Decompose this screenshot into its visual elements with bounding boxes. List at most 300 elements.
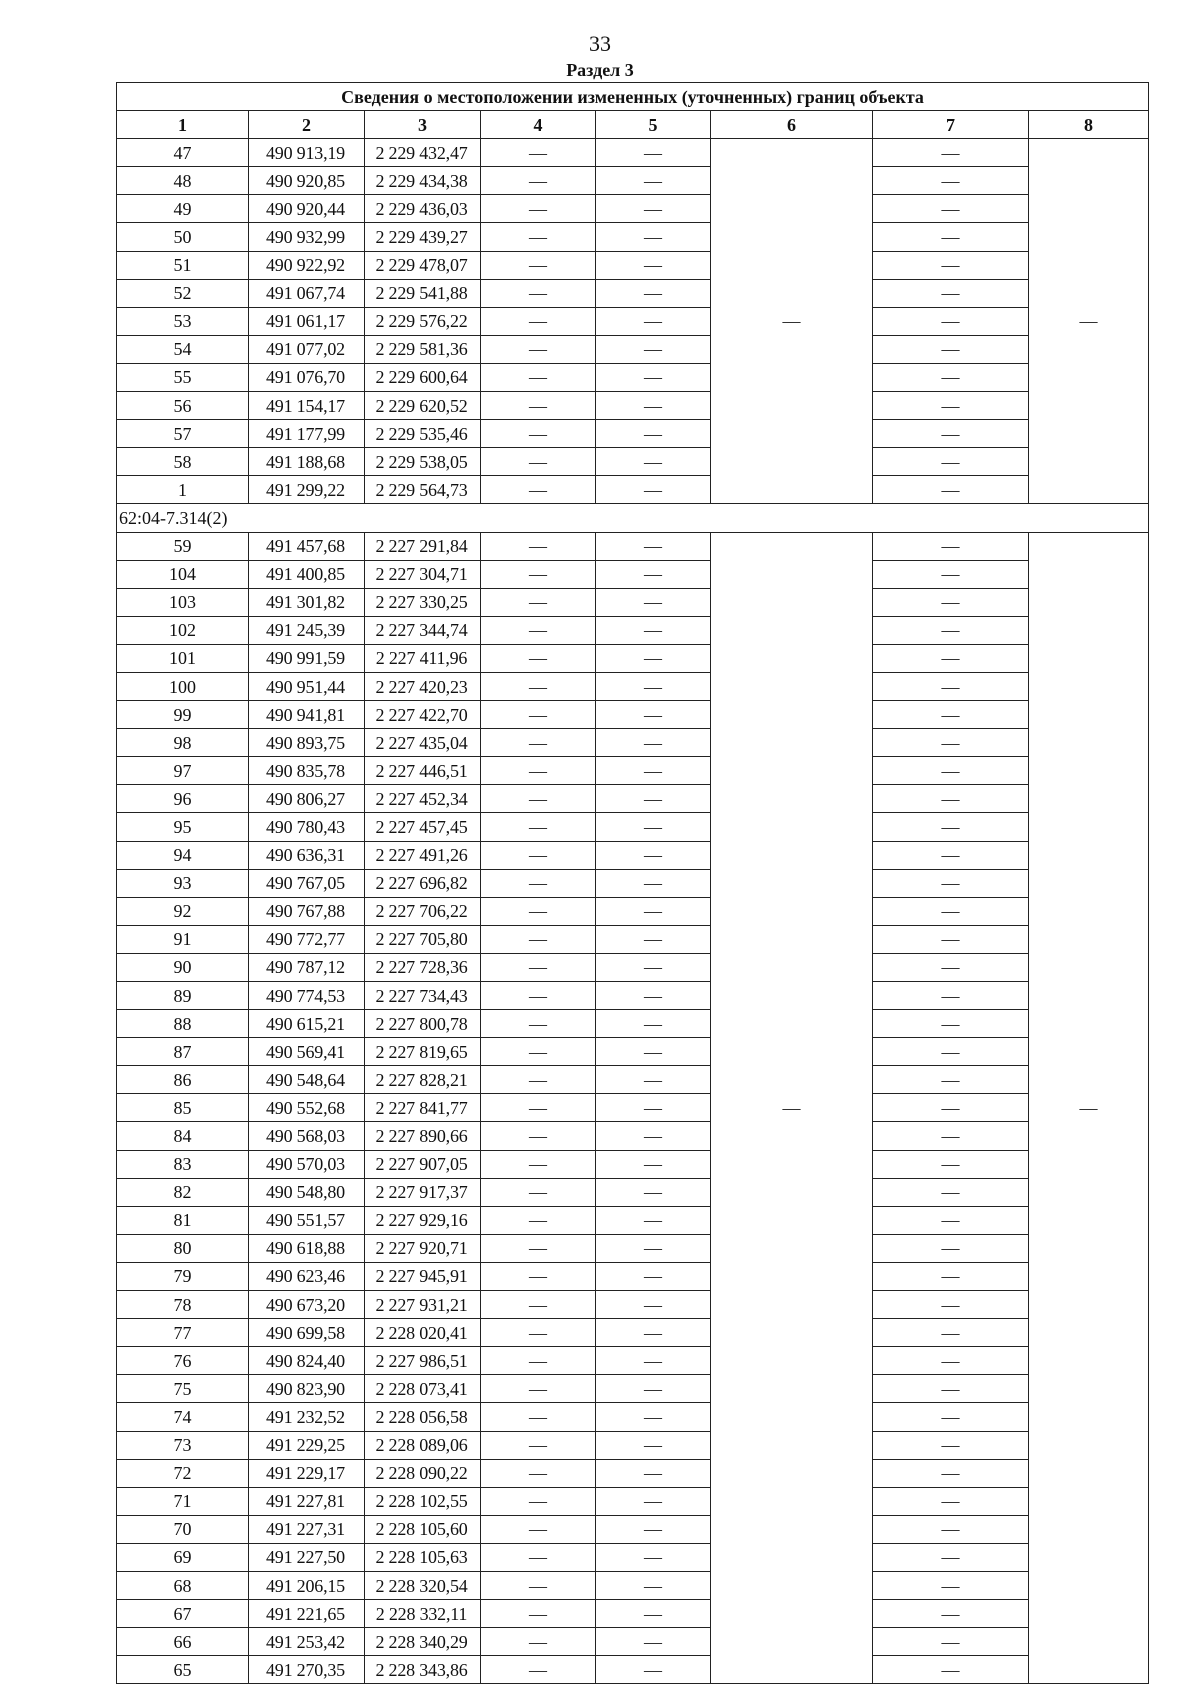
y-coordinate-cell: 2 229 576,22 xyxy=(365,307,481,335)
column-4-cell: — xyxy=(481,1347,596,1375)
caption-row xyxy=(117,83,1149,111)
x-coordinate-cell: 490 548,80 xyxy=(249,1178,365,1206)
point-number-cell: 1 xyxy=(117,476,249,504)
column-5-cell: — xyxy=(596,532,711,560)
x-coordinate-cell: 490 569,41 xyxy=(249,1038,365,1066)
table-row xyxy=(117,251,1149,279)
column-4-cell: — xyxy=(481,560,596,588)
column-7-cell: — xyxy=(873,1291,1029,1319)
y-coordinate-cell: 2 227 491,26 xyxy=(365,841,481,869)
y-coordinate-cell: 2 227 890,66 xyxy=(365,1122,481,1150)
x-coordinate-cell: 491 229,17 xyxy=(249,1459,365,1487)
x-coordinate-cell: 490 774,53 xyxy=(249,982,365,1010)
column-6-merged-cell: — xyxy=(711,532,873,1684)
y-coordinate-cell: 2 228 340,29 xyxy=(365,1628,481,1656)
point-number-cell: 74 xyxy=(117,1403,249,1431)
point-number-cell: 86 xyxy=(117,1066,249,1094)
point-number-cell: 80 xyxy=(117,1234,249,1262)
column-5-cell: — xyxy=(596,953,711,981)
y-coordinate-cell: 2 228 105,60 xyxy=(365,1515,481,1543)
column-5-cell: — xyxy=(596,392,711,420)
column-5-cell: — xyxy=(596,1656,711,1684)
x-coordinate-cell: 490 568,03 xyxy=(249,1122,365,1150)
y-coordinate-cell: 2 228 102,55 xyxy=(365,1487,481,1515)
y-coordinate-cell: 2 227 945,91 xyxy=(365,1262,481,1290)
x-coordinate-cell: 490 767,88 xyxy=(249,897,365,925)
y-coordinate-cell: 2 228 056,58 xyxy=(365,1403,481,1431)
y-coordinate-cell: 2 227 728,36 xyxy=(365,953,481,981)
y-coordinate-cell: 2 229 581,36 xyxy=(365,335,481,363)
y-coordinate-cell: 2 228 343,86 xyxy=(365,1656,481,1684)
point-number-cell: 91 xyxy=(117,925,249,953)
table-row xyxy=(117,1628,1149,1656)
column-7-cell: — xyxy=(873,757,1029,785)
table-row xyxy=(117,476,1149,504)
column-4-cell: — xyxy=(481,1122,596,1150)
table-row xyxy=(117,869,1149,897)
column-5-cell: — xyxy=(596,1403,711,1431)
column-7-cell: — xyxy=(873,279,1029,307)
point-number-cell: 92 xyxy=(117,897,249,925)
point-number-cell: 88 xyxy=(117,1010,249,1038)
column-4-cell: — xyxy=(481,897,596,925)
column-4-cell: — xyxy=(481,363,596,391)
column-number: 5 xyxy=(596,111,711,139)
point-number-cell: 51 xyxy=(117,251,249,279)
table-row xyxy=(117,532,1149,560)
x-coordinate-cell: 491 270,35 xyxy=(249,1656,365,1684)
x-coordinate-cell: 491 076,70 xyxy=(249,363,365,391)
column-4-cell: — xyxy=(481,1431,596,1459)
point-number-cell: 94 xyxy=(117,841,249,869)
point-number-cell: 54 xyxy=(117,335,249,363)
column-7-cell: — xyxy=(873,420,1029,448)
y-coordinate-cell: 2 227 435,04 xyxy=(365,729,481,757)
y-coordinate-cell: 2 228 332,11 xyxy=(365,1600,481,1628)
coordinates-table xyxy=(116,82,1149,1684)
column-4-cell: — xyxy=(481,1403,596,1431)
point-number-cell: 53 xyxy=(117,307,249,335)
column-7-cell: — xyxy=(873,729,1029,757)
y-coordinate-cell: 2 229 436,03 xyxy=(365,195,481,223)
column-4-cell: — xyxy=(481,1571,596,1599)
column-7-cell: — xyxy=(873,448,1029,476)
x-coordinate-cell: 491 400,85 xyxy=(249,560,365,588)
x-coordinate-cell: 490 787,12 xyxy=(249,953,365,981)
x-coordinate-cell: 490 920,44 xyxy=(249,195,365,223)
column-5-cell: — xyxy=(596,841,711,869)
table-row xyxy=(117,785,1149,813)
table-row xyxy=(117,167,1149,195)
point-number-cell: 78 xyxy=(117,1291,249,1319)
column-7-cell: — xyxy=(873,1656,1029,1684)
column-4-cell: — xyxy=(481,1066,596,1094)
table-row xyxy=(117,1515,1149,1543)
column-7-cell: — xyxy=(873,223,1029,251)
column-4-cell: — xyxy=(481,869,596,897)
column-5-cell: — xyxy=(596,1094,711,1122)
column-7-cell: — xyxy=(873,925,1029,953)
column-number: 3 xyxy=(365,111,481,139)
y-coordinate-cell: 2 229 535,46 xyxy=(365,420,481,448)
column-number: 2 xyxy=(249,111,365,139)
point-number-cell: 102 xyxy=(117,616,249,644)
y-coordinate-cell: 2 228 090,22 xyxy=(365,1459,481,1487)
y-coordinate-cell: 2 227 920,71 xyxy=(365,1234,481,1262)
x-coordinate-cell: 491 206,15 xyxy=(249,1571,365,1599)
column-7-cell: — xyxy=(873,1178,1029,1206)
column-7-cell: — xyxy=(873,1431,1029,1459)
column-4-cell: — xyxy=(481,1459,596,1487)
y-coordinate-cell: 2 228 020,41 xyxy=(365,1319,481,1347)
point-number-cell: 89 xyxy=(117,982,249,1010)
point-number-cell: 93 xyxy=(117,869,249,897)
column-4-cell: — xyxy=(481,195,596,223)
column-5-cell: — xyxy=(596,1206,711,1234)
table-row xyxy=(117,925,1149,953)
x-coordinate-cell: 490 699,58 xyxy=(249,1319,365,1347)
column-7-cell: — xyxy=(873,1150,1029,1178)
column-7-cell: — xyxy=(873,897,1029,925)
table-row xyxy=(117,1431,1149,1459)
column-5-cell: — xyxy=(596,1487,711,1515)
column-5-cell: — xyxy=(596,251,711,279)
y-coordinate-cell: 2 227 304,71 xyxy=(365,560,481,588)
table-row xyxy=(117,1150,1149,1178)
point-number-cell: 90 xyxy=(117,953,249,981)
y-coordinate-cell: 2 227 446,51 xyxy=(365,757,481,785)
point-number-cell: 83 xyxy=(117,1150,249,1178)
x-coordinate-cell: 490 835,78 xyxy=(249,757,365,785)
column-5-cell: — xyxy=(596,1319,711,1347)
column-5-cell: — xyxy=(596,757,711,785)
table-row xyxy=(117,1403,1149,1431)
column-7-cell: — xyxy=(873,785,1029,813)
table-row xyxy=(117,279,1149,307)
point-number-cell: 70 xyxy=(117,1515,249,1543)
column-5-cell: — xyxy=(596,1600,711,1628)
y-coordinate-cell: 2 228 105,63 xyxy=(365,1543,481,1571)
x-coordinate-cell: 491 229,25 xyxy=(249,1431,365,1459)
section-title: Раздел 3 xyxy=(566,60,634,80)
x-coordinate-cell: 490 951,44 xyxy=(249,672,365,700)
column-4-cell: — xyxy=(481,392,596,420)
column-5-cell: — xyxy=(596,1375,711,1403)
point-number-cell: 87 xyxy=(117,1038,249,1066)
column-4-cell: — xyxy=(481,1487,596,1515)
point-number-cell: 98 xyxy=(117,729,249,757)
column-number-row xyxy=(117,111,1149,139)
column-5-cell: — xyxy=(596,644,711,672)
x-coordinate-cell: 491 232,52 xyxy=(249,1403,365,1431)
column-5-cell: — xyxy=(596,1038,711,1066)
x-coordinate-cell: 491 301,82 xyxy=(249,588,365,616)
column-7-cell: — xyxy=(873,982,1029,1010)
y-coordinate-cell: 2 227 422,70 xyxy=(365,701,481,729)
column-4-cell: — xyxy=(481,1150,596,1178)
column-5-cell: — xyxy=(596,335,711,363)
column-4-cell: — xyxy=(481,1010,596,1038)
x-coordinate-cell: 490 673,20 xyxy=(249,1291,365,1319)
column-4-cell: — xyxy=(481,925,596,953)
x-coordinate-cell: 490 806,27 xyxy=(249,785,365,813)
table-row xyxy=(117,392,1149,420)
point-number-cell: 75 xyxy=(117,1375,249,1403)
table-row xyxy=(117,448,1149,476)
table-row xyxy=(117,1066,1149,1094)
column-5-cell: — xyxy=(596,1010,711,1038)
column-7-cell: — xyxy=(873,1487,1029,1515)
column-5-cell: — xyxy=(596,701,711,729)
x-coordinate-cell: 490 618,88 xyxy=(249,1234,365,1262)
column-4-cell: — xyxy=(481,1291,596,1319)
table-row xyxy=(117,644,1149,672)
table-row xyxy=(117,729,1149,757)
table-row xyxy=(117,1038,1149,1066)
column-7-cell: — xyxy=(873,1403,1029,1431)
x-coordinate-cell: 491 253,42 xyxy=(249,1628,365,1656)
column-5-cell: — xyxy=(596,195,711,223)
column-7-cell: — xyxy=(873,1066,1029,1094)
column-6-merged-cell: — xyxy=(711,139,873,504)
y-coordinate-cell: 2 227 344,74 xyxy=(365,616,481,644)
column-4-cell: — xyxy=(481,757,596,785)
column-8-merged-cell: — xyxy=(1029,139,1149,504)
point-number-cell: 95 xyxy=(117,813,249,841)
column-7-cell: — xyxy=(873,1122,1029,1150)
column-7-cell: — xyxy=(873,532,1029,560)
column-4-cell: — xyxy=(481,588,596,616)
point-number-cell: 76 xyxy=(117,1347,249,1375)
table-row xyxy=(117,1600,1149,1628)
table-row xyxy=(117,1319,1149,1347)
column-7-cell: — xyxy=(873,588,1029,616)
column-number: 6 xyxy=(711,111,873,139)
point-number-cell: 84 xyxy=(117,1122,249,1150)
column-7-cell: — xyxy=(873,953,1029,981)
table-row xyxy=(117,1206,1149,1234)
x-coordinate-cell: 491 299,22 xyxy=(249,476,365,504)
column-5-cell: — xyxy=(596,869,711,897)
table-row xyxy=(117,1178,1149,1206)
column-4-cell: — xyxy=(481,307,596,335)
column-4-cell: — xyxy=(481,672,596,700)
column-4-cell: — xyxy=(481,448,596,476)
column-5-cell: — xyxy=(596,897,711,925)
table-row xyxy=(117,953,1149,981)
column-4-cell: — xyxy=(481,785,596,813)
x-coordinate-cell: 490 551,57 xyxy=(249,1206,365,1234)
column-4-cell: — xyxy=(481,139,596,167)
y-coordinate-cell: 2 227 330,25 xyxy=(365,588,481,616)
y-coordinate-cell: 2 229 541,88 xyxy=(365,279,481,307)
column-5-cell: — xyxy=(596,729,711,757)
point-number-cell: 67 xyxy=(117,1600,249,1628)
column-7-cell: — xyxy=(873,1543,1029,1571)
group-row xyxy=(117,504,1149,532)
column-4-cell: — xyxy=(481,1656,596,1684)
point-number-cell: 55 xyxy=(117,363,249,391)
column-5-cell: — xyxy=(596,1291,711,1319)
column-4-cell: — xyxy=(481,701,596,729)
table-row xyxy=(117,307,1149,335)
table-row xyxy=(117,1487,1149,1515)
point-number-cell: 96 xyxy=(117,785,249,813)
y-coordinate-cell: 2 229 538,05 xyxy=(365,448,481,476)
y-coordinate-cell: 2 229 564,73 xyxy=(365,476,481,504)
column-7-cell: — xyxy=(873,841,1029,869)
table-row xyxy=(117,1459,1149,1487)
point-number-cell: 58 xyxy=(117,448,249,476)
x-coordinate-cell: 491 227,50 xyxy=(249,1543,365,1571)
table-row xyxy=(117,982,1149,1010)
column-8-merged-cell: — xyxy=(1029,532,1149,1684)
y-coordinate-cell: 2 229 432,47 xyxy=(365,139,481,167)
column-4-cell: — xyxy=(481,1038,596,1066)
column-7-cell: — xyxy=(873,1234,1029,1262)
column-7-cell: — xyxy=(873,1319,1029,1347)
column-4-cell: — xyxy=(481,1319,596,1347)
y-coordinate-cell: 2 227 411,96 xyxy=(365,644,481,672)
column-5-cell: — xyxy=(596,925,711,953)
x-coordinate-cell: 491 154,17 xyxy=(249,392,365,420)
point-number-cell: 47 xyxy=(117,139,249,167)
column-4-cell: — xyxy=(481,841,596,869)
y-coordinate-cell: 2 227 420,23 xyxy=(365,672,481,700)
y-coordinate-cell: 2 227 800,78 xyxy=(365,1010,481,1038)
point-number-cell: 85 xyxy=(117,1094,249,1122)
y-coordinate-cell: 2 227 291,84 xyxy=(365,532,481,560)
y-coordinate-cell: 2 229 478,07 xyxy=(365,251,481,279)
column-5-cell: — xyxy=(596,1066,711,1094)
table-row xyxy=(117,1571,1149,1599)
point-number-cell: 82 xyxy=(117,1178,249,1206)
column-7-cell: — xyxy=(873,335,1029,363)
x-coordinate-cell: 490 570,03 xyxy=(249,1150,365,1178)
x-coordinate-cell: 491 227,81 xyxy=(249,1487,365,1515)
column-4-cell: — xyxy=(481,982,596,1010)
point-number-cell: 104 xyxy=(117,560,249,588)
table-body xyxy=(117,83,1149,1684)
table-row xyxy=(117,701,1149,729)
column-4-cell: — xyxy=(481,729,596,757)
y-coordinate-cell: 2 227 705,80 xyxy=(365,925,481,953)
column-7-cell: — xyxy=(873,813,1029,841)
table-row xyxy=(117,1375,1149,1403)
table-row xyxy=(117,588,1149,616)
y-coordinate-cell: 2 228 089,06 xyxy=(365,1431,481,1459)
column-7-cell: — xyxy=(873,1262,1029,1290)
table-row xyxy=(117,139,1149,167)
point-number-cell: 100 xyxy=(117,672,249,700)
column-7-cell: — xyxy=(873,1094,1029,1122)
column-5-cell: — xyxy=(596,167,711,195)
column-number: 1 xyxy=(117,111,249,139)
point-number-cell: 101 xyxy=(117,644,249,672)
x-coordinate-cell: 491 457,68 xyxy=(249,532,365,560)
table-row xyxy=(117,1543,1149,1571)
column-5-cell: — xyxy=(596,1431,711,1459)
column-4-cell: — xyxy=(481,1094,596,1122)
column-4-cell: — xyxy=(481,813,596,841)
table-row xyxy=(117,813,1149,841)
x-coordinate-cell: 490 623,46 xyxy=(249,1262,365,1290)
point-number-cell: 49 xyxy=(117,195,249,223)
y-coordinate-cell: 2 229 600,64 xyxy=(365,363,481,391)
y-coordinate-cell: 2 227 828,21 xyxy=(365,1066,481,1094)
y-coordinate-cell: 2 229 439,27 xyxy=(365,223,481,251)
table-row xyxy=(117,195,1149,223)
column-5-cell: — xyxy=(596,1543,711,1571)
column-7-cell: — xyxy=(873,644,1029,672)
column-7-cell: — xyxy=(873,1628,1029,1656)
x-coordinate-cell: 490 920,85 xyxy=(249,167,365,195)
point-number-cell: 81 xyxy=(117,1206,249,1234)
column-5-cell: — xyxy=(596,672,711,700)
y-coordinate-cell: 2 228 320,54 xyxy=(365,1571,481,1599)
column-7-cell: — xyxy=(873,1571,1029,1599)
column-4-cell: — xyxy=(481,1234,596,1262)
column-5-cell: — xyxy=(596,223,711,251)
column-5-cell: — xyxy=(596,363,711,391)
table-caption: Сведения о местоположении измененных (уточненных) границ объекта xyxy=(117,83,1149,111)
x-coordinate-cell: 491 177,99 xyxy=(249,420,365,448)
y-coordinate-cell: 2 227 986,51 xyxy=(365,1347,481,1375)
point-number-cell: 68 xyxy=(117,1571,249,1599)
column-4-cell: — xyxy=(481,335,596,363)
column-7-cell: — xyxy=(873,251,1029,279)
table-row xyxy=(117,420,1149,448)
column-7-cell: — xyxy=(873,672,1029,700)
x-coordinate-cell: 490 552,68 xyxy=(249,1094,365,1122)
column-4-cell: — xyxy=(481,532,596,560)
table-row xyxy=(117,1347,1149,1375)
point-number-cell: 56 xyxy=(117,392,249,420)
column-7-cell: — xyxy=(873,476,1029,504)
column-5-cell: — xyxy=(596,785,711,813)
table-row xyxy=(117,616,1149,644)
column-4-cell: — xyxy=(481,616,596,644)
column-7-cell: — xyxy=(873,1347,1029,1375)
point-number-cell: 97 xyxy=(117,757,249,785)
point-number-cell: 103 xyxy=(117,588,249,616)
column-7-cell: — xyxy=(873,307,1029,335)
column-5-cell: — xyxy=(596,307,711,335)
y-coordinate-cell: 2 229 620,52 xyxy=(365,392,481,420)
y-coordinate-cell: 2 227 696,82 xyxy=(365,869,481,897)
column-5-cell: — xyxy=(596,279,711,307)
y-coordinate-cell: 2 227 907,05 xyxy=(365,1150,481,1178)
column-5-cell: — xyxy=(596,560,711,588)
point-number-cell: 59 xyxy=(117,532,249,560)
column-7-cell: — xyxy=(873,616,1029,644)
point-number-cell: 57 xyxy=(117,420,249,448)
table-row xyxy=(117,363,1149,391)
column-7-cell: — xyxy=(873,1010,1029,1038)
point-number-cell: 52 xyxy=(117,279,249,307)
column-7-cell: — xyxy=(873,195,1029,223)
column-7-cell: — xyxy=(873,1038,1029,1066)
column-7-cell: — xyxy=(873,167,1029,195)
column-5-cell: — xyxy=(596,1628,711,1656)
column-7-cell: — xyxy=(873,1515,1029,1543)
x-coordinate-cell: 490 893,75 xyxy=(249,729,365,757)
point-number-cell: 66 xyxy=(117,1628,249,1656)
table-row xyxy=(117,1094,1149,1122)
column-4-cell: — xyxy=(481,167,596,195)
x-coordinate-cell: 490 548,64 xyxy=(249,1066,365,1094)
point-number-cell: 99 xyxy=(117,701,249,729)
